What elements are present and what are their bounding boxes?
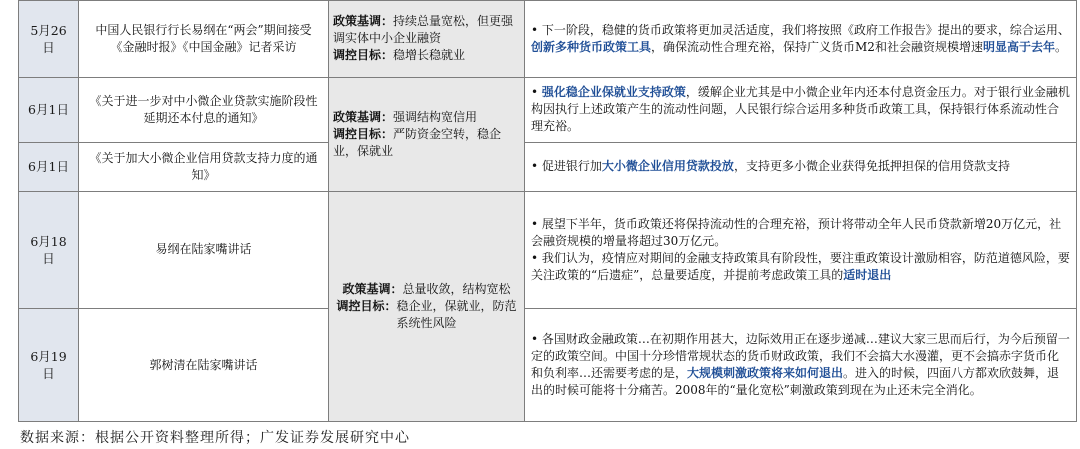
detail-highlight: 强化稳企业保就业支持政策 [541, 85, 686, 100]
target-label: 调控目标： [336, 298, 397, 313]
policy-tone-text: 持续总量宽松，但更强调实体中小企业融资 [333, 14, 514, 46]
table-row [19, 191, 1077, 308]
target-label: 调控目标： [333, 126, 394, 141]
policy-cell [329, 77, 525, 191]
bullet-icon: • [531, 250, 539, 265]
detail-text: 我们认为，疫情应对期间的金融支持政策具有阶段性，要注重政策设计激励相容，防范道德风险，要关注政策的“后遗症”，总量要适度，并提前考虑政策工具的 [531, 250, 1070, 282]
table-row [19, 309, 1077, 422]
target-label: 调控目标： [333, 48, 394, 63]
policy-tone-label: 政策基调： [342, 281, 403, 296]
detail-cell [525, 143, 1077, 192]
detail-cell [525, 191, 1077, 308]
row-date: 6月19日 [19, 309, 79, 422]
detail-highlight: 大小微企业信用贷款投放 [601, 159, 734, 174]
detail-highlight: 大规模刺激政策将来如何退出 [687, 366, 844, 381]
detail-highlight: 适时退出 [843, 267, 892, 282]
bullet-icon: • [531, 332, 539, 347]
row-date: 5月26日 [19, 1, 79, 78]
detail-text: ，确保流动性合理充裕，保持广义货币M2和社会融资规模增速 [651, 39, 983, 54]
detail-highlight: 创新多种货币政策工具 [531, 39, 652, 54]
event-title: 郭树清在陆家嘴讲话 [79, 309, 329, 422]
row-date: 6月18日 [19, 191, 79, 308]
bullet-icon: • [531, 159, 539, 174]
target-text: 稳企业，保就业，防范系统性风险 [396, 298, 517, 330]
policy-tone-text: 总量收敛，结构宽松 [402, 281, 511, 296]
detail-text: ，支持更多小微企业获得免抵押担保的信用贷款支持 [733, 159, 1010, 174]
bullet-icon: • [531, 216, 539, 231]
detail-text: 。 [1054, 39, 1067, 54]
policy-cell [329, 1, 525, 78]
row-date: 6月1日 [19, 143, 79, 192]
detail-text: 下一阶段，稳健的货币政策将更加灵活适度，我们将按照《政府工作报告》提出的要求，综合运用、 [541, 22, 1070, 37]
event-title: 易纲在陆家嘴讲话 [79, 191, 329, 308]
target-text: 严防资金空转，稳企业，保就业 [333, 126, 502, 158]
detail-text: 展望下半年，货币政策还将保持流动性的合理充裕，预计将带动全年人民币贷款新增20万亿元，社会融资规模的增量将超过30万亿元。 [531, 216, 1062, 248]
event-title: 《关于进一步对中小微企业贷款实施阶段性延期还本付息的通知》 [79, 77, 329, 142]
table-row [19, 143, 1077, 192]
row-date: 6月1日 [19, 77, 79, 142]
bullet-icon: • [531, 22, 539, 37]
detail-text: 促进银行加 [541, 159, 602, 174]
event-title: 《关于加大小微企业信用贷款支持力度的通知》 [79, 143, 329, 192]
policy-cell [329, 191, 525, 421]
policy-table [18, 0, 1077, 422]
policy-tone-label: 政策基调： [333, 14, 394, 29]
source-note: 数据来源：根据公开资料整理所得；广发证券发展研究中心 [20, 430, 410, 446]
policy-tone-text: 强调结构宽信用 [393, 109, 478, 124]
bullet-icon: • [531, 85, 539, 100]
detail-text: 。进入的时候，四面八方都欢欣鼓舞，退出的时候可能将十分痛苦。2008年的“量化宽松”刺激政策到现在为止还未完全消化。 [531, 366, 1060, 398]
detail-highlight: 明显高于去年 [982, 39, 1055, 54]
table-row [19, 77, 1077, 142]
event-title: 中国人民银行行长易纲在“两会”期间接受《金融时报》《中国金融》记者采访 [79, 1, 329, 78]
table-row [19, 1, 1077, 78]
detail-cell [525, 309, 1077, 422]
policy-tone-label: 政策基调： [333, 109, 394, 124]
detail-text: 各国财政金融政策…在初期作用甚大，边际效用正在逐步递减…建议大家三思而后行，为今后预留一定的政策空间。中国十分珍惜常规状态的货币财政政策，我们不会搞大水漫灌，更不会搞赤字货币化和负利率…还需要考虑的是， [531, 332, 1070, 381]
target-text: 稳增长稳就业 [393, 48, 466, 63]
detail-cell [525, 77, 1077, 142]
detail-text: ，缓解企业尤其是中小微企业年内还本付息资金压力。对于银行业金融机构因执行上述政策产生的流动性问题，人民银行综合运用多种货币政策工具，保持银行体系流动性合理充裕。 [531, 85, 1070, 134]
detail-cell [525, 1, 1077, 78]
